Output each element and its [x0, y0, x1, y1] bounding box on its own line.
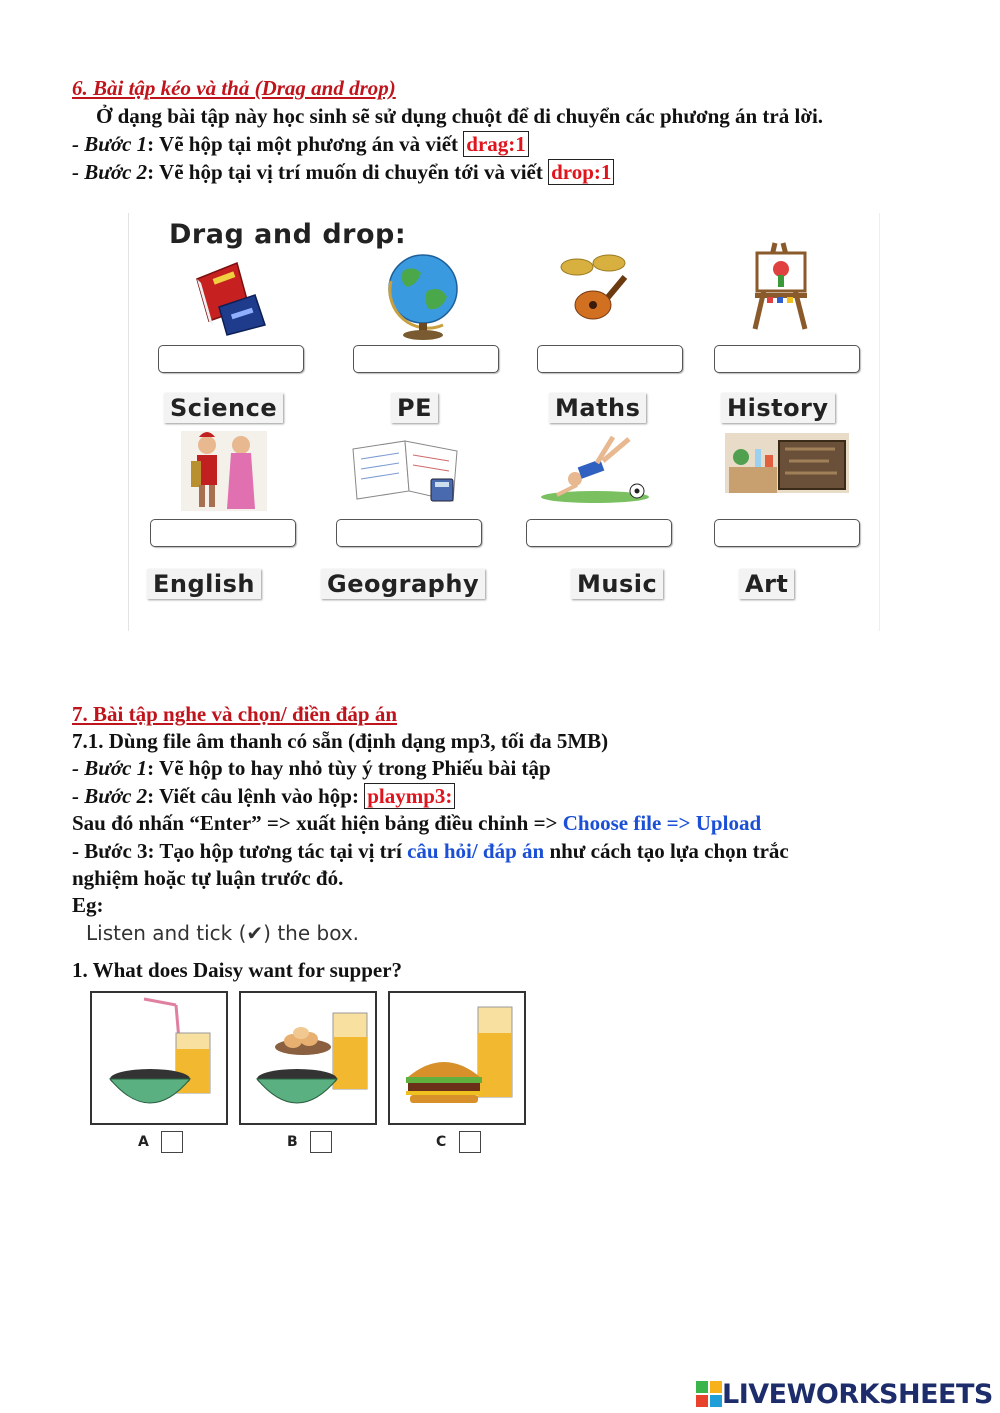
step-text: : Vẽ hộp to hay nhỏ tùy ý trong Phiếu bài tập [147, 756, 551, 780]
eggs-noodles-juice-icon [241, 993, 375, 1123]
section-6-intro: Ở dạng bài tập này học sinh sẽ sử dụng chuột để di chuyển các phương án trả lời. [96, 104, 824, 128]
option-card-a [90, 991, 228, 1125]
drop-box-2[interactable] [353, 345, 499, 373]
drop-box-8[interactable] [714, 519, 860, 547]
brand-name: LIVEWORKSHEETS [722, 1378, 993, 1410]
drag-word-english[interactable]: English [147, 569, 261, 599]
liveworksheets-logo-icon [696, 1381, 722, 1407]
step-label: - Bước 2 [72, 160, 148, 184]
tick-box-c[interactable] [459, 1131, 481, 1153]
drag-word-geography[interactable]: Geography [321, 569, 485, 599]
football-player-icon [537, 429, 653, 505]
section-6-step-2 [72, 160, 614, 185]
step-text: : Viết câu lệnh vào hộp: [147, 784, 365, 808]
roman-figures-icon [181, 427, 267, 515]
code-drag: drag:1 [463, 131, 529, 157]
section-7-step-2 [72, 784, 455, 809]
section-7-after-step-2 [72, 811, 761, 836]
step-label: - Bước 2 [72, 784, 148, 808]
cymbals-guitar-icon [559, 243, 649, 325]
globe-icon [383, 251, 467, 341]
drop-box-7[interactable] [526, 519, 672, 547]
question-1: 1. What does Daisy want for supper? [72, 958, 403, 982]
section-6-step-1 [72, 132, 529, 157]
step-label: - Bước 1 [72, 756, 148, 780]
drag-word-art[interactable]: Art [739, 569, 794, 599]
option-label-c: C [436, 1134, 447, 1150]
step-3-suffix: như cách tạo lựa chọn trắc [544, 839, 789, 863]
step-text: : Vẽ hộp tại vị trí muốn di chuyển tới và viết [147, 160, 549, 184]
books-icon [189, 255, 269, 337]
section-7-step-1 [72, 756, 551, 781]
section-7-step-3-line-2: nghiệm hoặc tự luận trước đó. [72, 866, 344, 890]
drag-word-maths[interactable]: Maths [549, 393, 646, 423]
drop-box-5[interactable] [150, 519, 296, 547]
step-3-prefix: - Bước 3: Tạo hộp tương tác tại vị trí [72, 839, 408, 863]
drag-drop-title: Drag and drop: [169, 219, 407, 250]
option-card-c [388, 991, 526, 1125]
notebook-calculator-icon [347, 435, 467, 505]
option-card-b [239, 991, 377, 1125]
option-label-b: B [287, 1134, 298, 1150]
after-text: Sau đó nhấn “Enter” => xuất hiện bảng điều chỉnh => [72, 811, 563, 835]
code-drop: drop:1 [548, 159, 614, 185]
burger-juice-icon [390, 993, 524, 1123]
section-7-title: 7. Bài tập nghe và chọn/ điền đáp án [72, 702, 398, 726]
drop-box-6[interactable] [336, 519, 482, 547]
noodles-juice-icon [92, 993, 226, 1123]
drag-word-science[interactable]: Science [164, 393, 283, 423]
section-7-step-3 [72, 839, 789, 864]
liveworksheets-logo [696, 1378, 993, 1410]
tick-box-b[interactable] [310, 1131, 332, 1153]
step-3-blue: câu hỏi/ đáp án [407, 839, 545, 863]
section-6-title: 6. Bài tập kéo và thả (Drag and drop) [72, 76, 396, 100]
listen-instruction: Listen and tick (✔) the box. [86, 921, 360, 945]
option-label-a: A [138, 1134, 149, 1150]
example-label: Eg: [72, 893, 104, 917]
drag-drop-panel [128, 213, 880, 631]
tick-box-a[interactable] [161, 1131, 183, 1153]
section-7-sub-1: 7.1. Dùng file âm thanh có sẵn (định dạng mp3, tối đa 5MB) [72, 729, 609, 753]
drop-box-1[interactable] [158, 345, 304, 373]
choose-upload-text: Choose file => Upload [562, 811, 762, 835]
step-text: : Vẽ hộp tại một phương án và viết [147, 132, 464, 156]
step-label: - Bước 1 [72, 132, 148, 156]
drag-word-pe[interactable]: PE [391, 393, 438, 423]
easel-icon [735, 239, 825, 331]
drop-box-3[interactable] [537, 345, 683, 373]
drag-word-music[interactable]: Music [571, 569, 663, 599]
drop-box-4[interactable] [714, 345, 860, 373]
drag-word-history[interactable]: History [721, 393, 835, 423]
science-lab-icon [725, 427, 849, 499]
code-playmp3: playmp3: [364, 783, 455, 809]
